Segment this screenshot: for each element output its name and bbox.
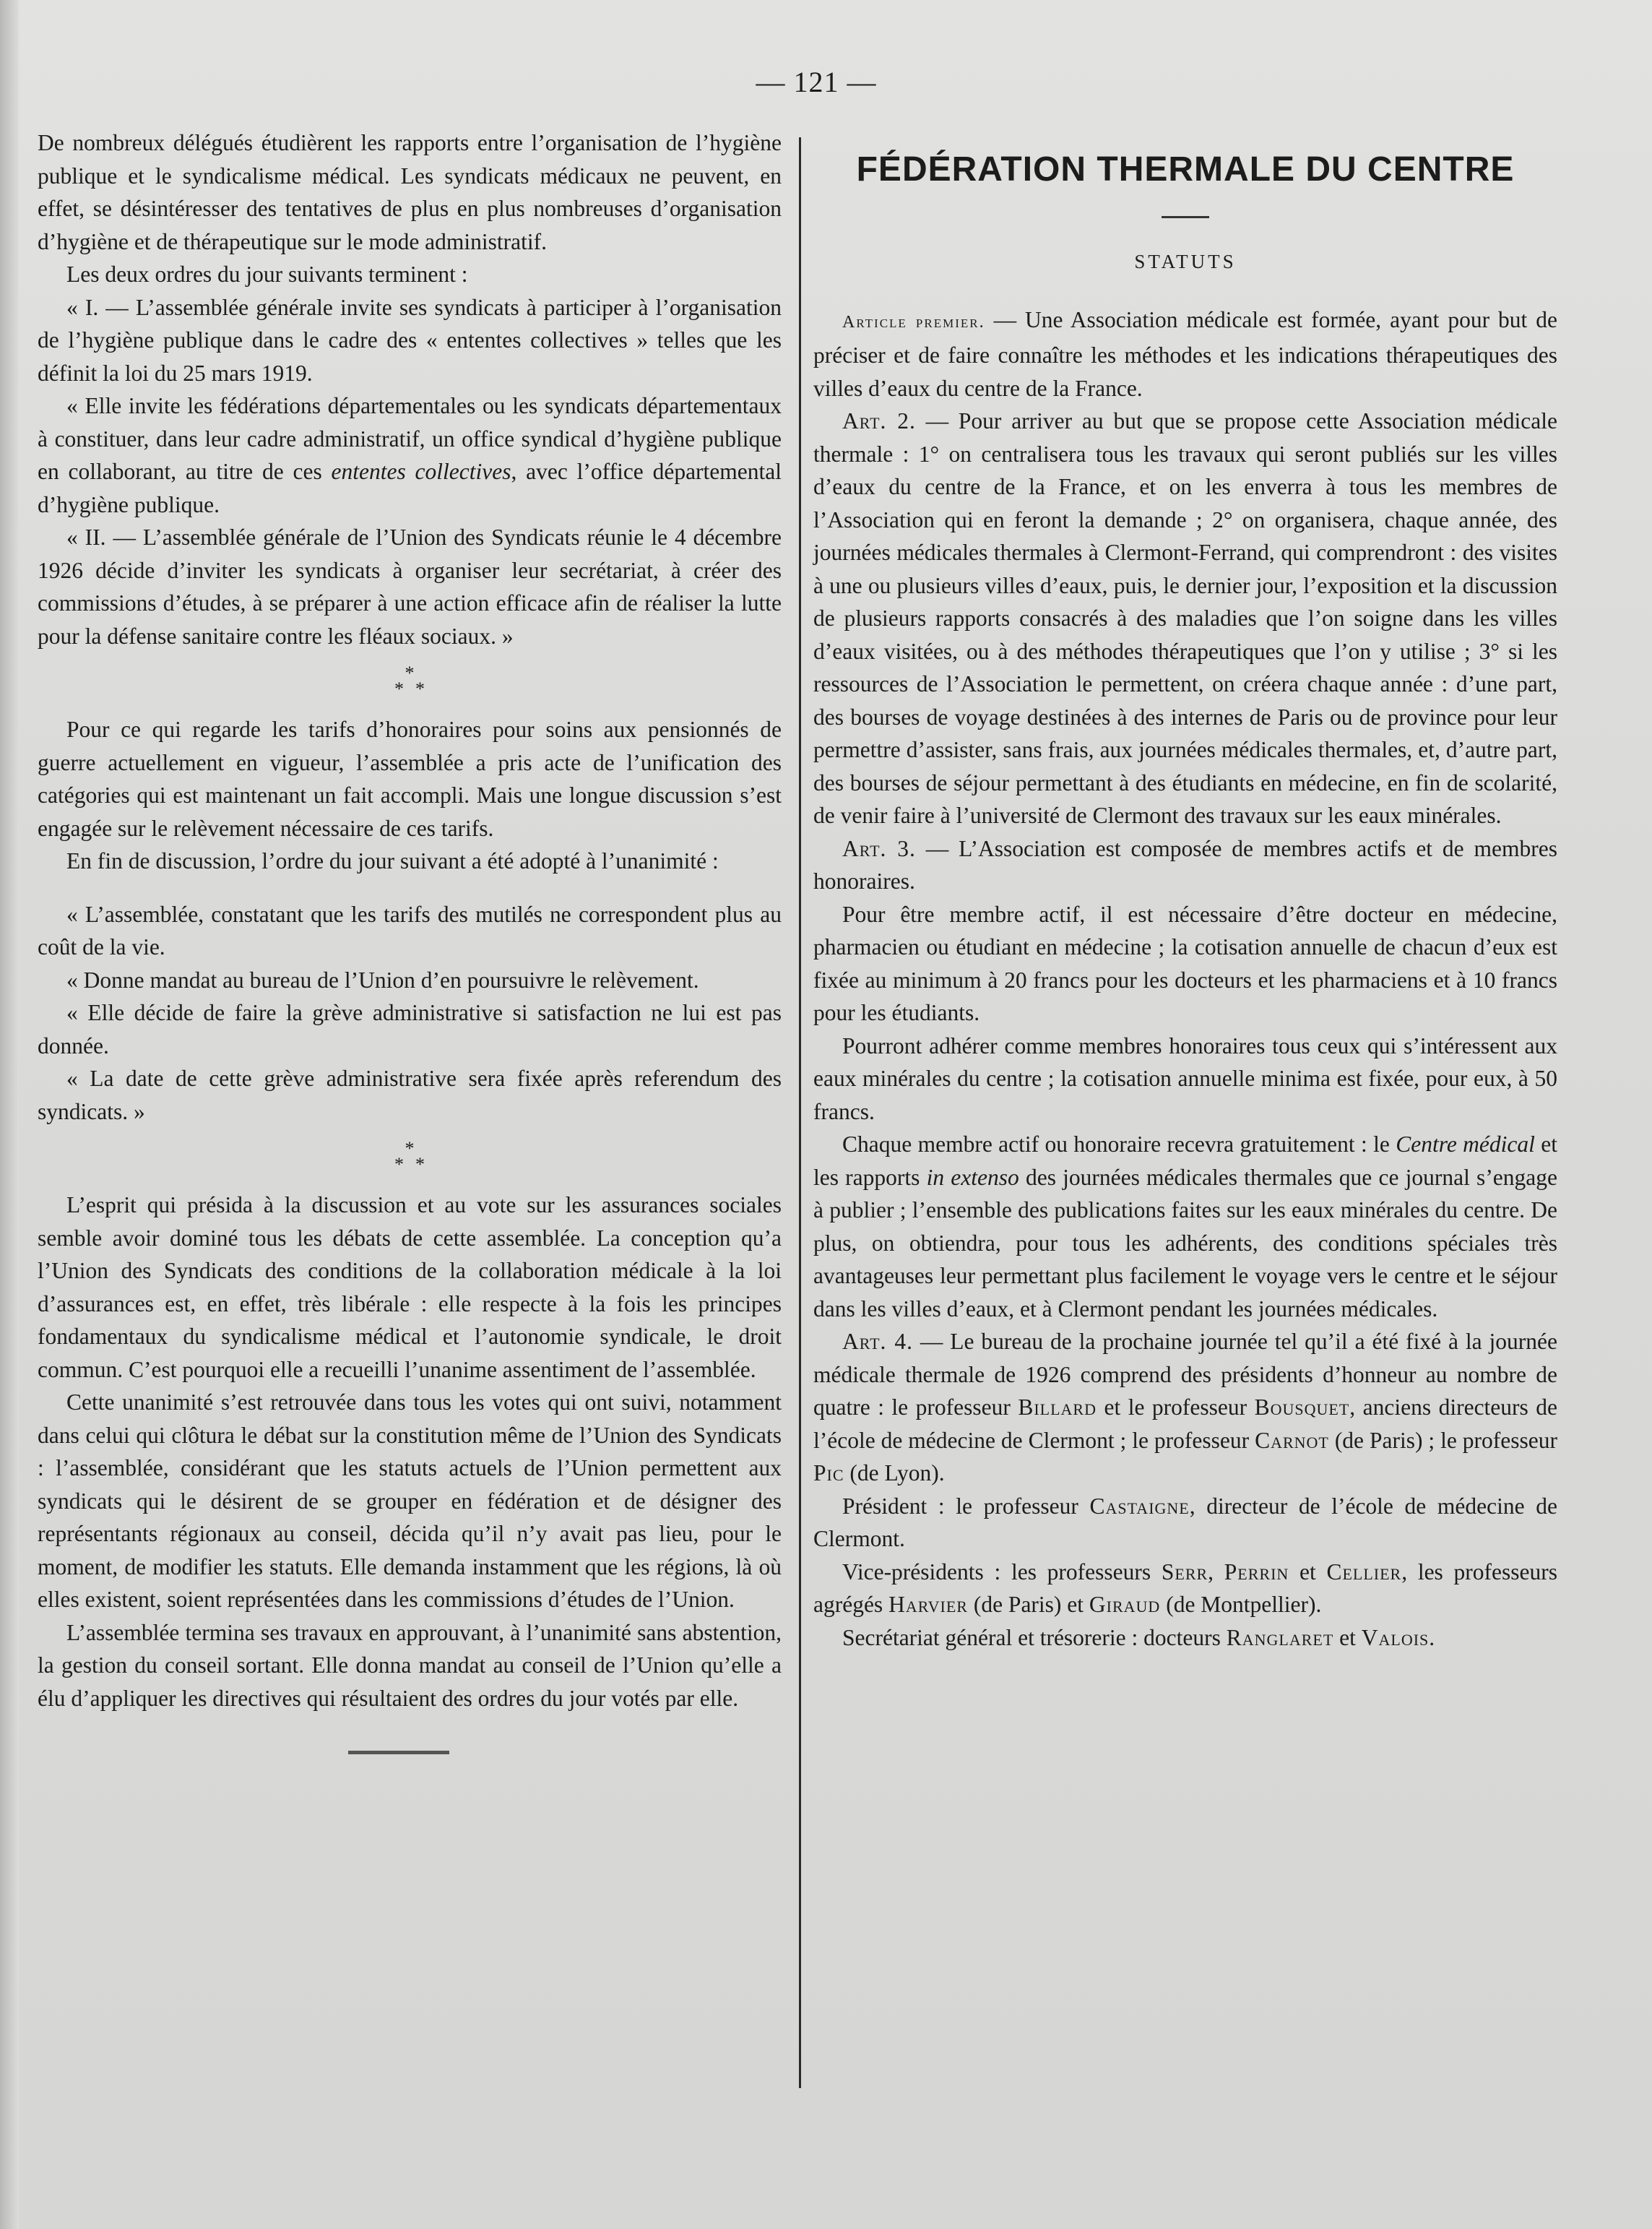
paragraph-secretariat bbox=[813, 1621, 1557, 1655]
asterism-bottom: ** bbox=[394, 1154, 436, 1175]
italic-run: in extenso bbox=[926, 1164, 1019, 1190]
paragraph: « Elle décide de faire la grève administrative si satisfaction ne lui est pas donnée. bbox=[38, 1000, 782, 1059]
asterism-top: * bbox=[405, 1138, 415, 1159]
article-label: Art. 2. bbox=[842, 408, 916, 434]
text-run: (de Montpellier). bbox=[1160, 1592, 1322, 1617]
article-label: Art. 3. bbox=[842, 835, 916, 861]
paragraph: « I. — L’assemblée générale invite ses syndicats à participer à l’organisation de l’hygiène publique dans le cadre des « ententes collectives » telles que les définit la loi du 25 mars 1919. bbox=[38, 294, 782, 386]
paragraph bbox=[38, 389, 782, 521]
section-subtitle: STATUTS bbox=[1134, 251, 1237, 272]
text-run: , anciens directeurs de l’école de médecine de Clermont ; le professeur bbox=[813, 1394, 1557, 1453]
article-text: — L’Association est composée de membres actifs et de membres honoraires. bbox=[813, 835, 1557, 894]
page-number: — 121 — bbox=[756, 66, 877, 98]
italic-run: ententes collectives bbox=[331, 459, 511, 484]
column-divider bbox=[799, 137, 801, 2088]
left-column bbox=[38, 126, 782, 1754]
asterism-separator bbox=[38, 1138, 782, 1175]
text-run: , avec l’office départemental d’hygiène publique. bbox=[38, 459, 782, 517]
asterism-top: * bbox=[405, 663, 415, 684]
asterism-separator bbox=[38, 665, 782, 697]
person-name: Pic bbox=[813, 1460, 844, 1486]
paragraph: Les deux ordres du jour suivants terminent : bbox=[66, 262, 468, 287]
section-title: FÉDÉRATION THERMALE DU CENTRE bbox=[856, 150, 1515, 189]
text-run: , les professeurs agrégés bbox=[813, 1558, 1557, 1617]
person-name: Serr bbox=[1161, 1558, 1208, 1585]
person-name: Giraud bbox=[1089, 1592, 1161, 1617]
person-name: Cellier bbox=[1326, 1558, 1402, 1585]
text-run: Président : le professeur bbox=[842, 1493, 1090, 1519]
paragraph: « L’assemblée, constatant que les tarifs des mutilés ne correspondent plus au coût de la vie. bbox=[38, 901, 782, 960]
paragraph-president bbox=[813, 1490, 1557, 1556]
paragraph: De nombreux délégués étudièrent les rapports entre l’organisation de l’hygiène publique et le syndicalisme médical. Les syndicats médicaux ne peuvent, en effet, se désintéresser des tentatives de plus en plus nombreuses d’organisation d’hygiène et de thérapeutique sur le mode administratif. bbox=[38, 130, 782, 254]
text-run: des journées médicales thermales que ce journal s’engage à publier ; l’ensemble des publications faites sur les eaux minérales du centre. De plus, on obtiendra, pour tous les adhérents, des conditions spéciales très avantageuses leur permettant plus facilement le voyage vers le centre et le séjour dans les villes d’eaux, et à Clermont pendant les journées médicales. bbox=[813, 1164, 1557, 1322]
end-rule bbox=[348, 1751, 449, 1754]
article-2 bbox=[813, 405, 1557, 832]
text-run: Chaque membre actif ou honoraire recevra gratuitement : le bbox=[842, 1131, 1396, 1157]
text-run: , bbox=[1208, 1558, 1224, 1585]
paragraph: Pour être membre actif, il est nécessaire d’être docteur en médecine, pharmacien ou étudiant en médecine ; la cotisation annuelle de chacun d’eux est fixée au minimum à 20 francs pour les docteurs et les pharmaciens et à 10 francs pour les étudiants. bbox=[813, 901, 1557, 1025]
article-text: — Une Association médicale est formée, ayant pour but de préciser et de faire connaître les méthodes et les indications thérapeutiques des villes d’eaux du centre de la France. bbox=[813, 306, 1558, 401]
paragraph: En fin de discussion, l’ordre du jour suivant a été adopté à l’unanimité : bbox=[66, 848, 719, 874]
right-column bbox=[813, 126, 1557, 1654]
paragraph: L’assemblée termina ses travaux en approuvant, à l’unanimité sans abstention, la gestion du conseil sortant. Elle donna mandat au conseil de l’Union qu’elle a élu d’appliquer les directives qui résultaient des ordres du jour votés par elle. bbox=[38, 1619, 782, 1711]
text-run: Secrétariat général et trésorerie : docteurs bbox=[842, 1624, 1227, 1650]
paragraph: « La date de cette grève administrative sera fixée après referendum des syndicats. » bbox=[38, 1066, 782, 1124]
text-run: et le professeur bbox=[1097, 1394, 1255, 1420]
paragraph: Cette unanimité s’est retrouvée dans tous les votes qui ont suivi, notamment dans celui qui clôtura le débat sur la constitution même de l’Union des Syndicats : l’assemblée, considérant que les statuts actuels de l’Union permettent aux syndicats qui le désirent de se grouper en fédération et de désigner des représentants régionaux au conseil, décida qu’il n’y avait pas lieu, pour le moment, de modifier les statuts. Elle demanda instamment que les régions, là où elles existent, soient représentées dans les commissions d’études de l’Union. bbox=[38, 1389, 782, 1612]
person-name: Bousquet bbox=[1254, 1394, 1350, 1420]
page-edge-shadow bbox=[0, 0, 19, 2229]
article-4 bbox=[813, 1325, 1557, 1490]
text-run: (de Paris) ; le professeur bbox=[1328, 1427, 1557, 1453]
person-name: Harvier bbox=[888, 1592, 968, 1617]
person-name: Castaigne bbox=[1089, 1493, 1190, 1519]
person-name: Billard bbox=[1018, 1394, 1097, 1420]
article-label: Article premier. bbox=[842, 312, 985, 332]
article-1 bbox=[813, 303, 1557, 405]
text-run: et les rapports bbox=[813, 1131, 1557, 1190]
person-name: Valois bbox=[1361, 1624, 1430, 1650]
article-text: — Pour arriver au but que se propose cette Association médicale thermale : 1° on centralisera tous les travaux qui seront publiés sur les villes d’eaux du centre de la France, et on les enverra à tous les membres de l’Association qui en feront la demande ; 2° on organisera, chaque année, des journées médicales thermales à Clermont-Ferrand, qui comprendront : des visites à une ou plusieurs villes d’eaux, puis, le dernier jour, l’exposition et la discussion de plusieurs rapports consacrés à des maladies que l’on soigne dans les villes d’eaux visitées, ou à des méthodes thérapeutiques que l’on y utilise ; 3° si les ressources de l’Association le permettent, on créera chaque année : d’une part, des bourses de voyage destinées à des internes de Paris ou de province pour leur permettre d’assister, sans frais, aux journées médicales thermales, et, d’autre part, des bourses de séjour permettant à des étudiants en médecine, en fin de scolarité, de venir faire à l’université de Clermont des travaux sur les eaux minérales. bbox=[813, 408, 1557, 828]
text-run: et bbox=[1289, 1558, 1327, 1585]
text-run: et bbox=[1333, 1624, 1362, 1650]
text-run: (de Paris) et bbox=[967, 1592, 1089, 1617]
article-label: Art. 4. bbox=[842, 1329, 913, 1354]
paragraph: « II. — L’assemblée générale de l’Union des Syndicats réunie le 4 décembre 1926 décide d’inviter les syndicats à organiser leur secrétariat, à créer des commissions d’études, à se préparer à une action efficace afin de réaliser la lutte pour la défense sanitaire contre les fléaux sociaux. » bbox=[38, 525, 782, 649]
article-3 bbox=[813, 832, 1557, 898]
text-run: « Elle invite les fédérations départementales ou les syndicats départementaux à constituer, dans leur cadre administratif, un office syndical d’hygiène publique en collaborant, au titre de ces bbox=[38, 393, 782, 484]
text-run: . bbox=[1429, 1624, 1435, 1650]
person-name: Perrin bbox=[1224, 1558, 1289, 1585]
text-run: , directeur de l’école de médecine de Clermont. bbox=[813, 1493, 1557, 1551]
title-rule bbox=[1162, 216, 1209, 218]
person-name: Carnot bbox=[1255, 1427, 1329, 1453]
paragraph: Pourront adhérer comme membres honoraires tous ceux qui s’intéressent aux eaux minérales du centre ; la cotisation annuelle minima est fixée, pour eux, à 50 francs. bbox=[813, 1032, 1557, 1124]
text-run: (de Lyon). bbox=[844, 1460, 945, 1486]
text-run: — Le bureau de la prochaine journée tel qu’il a été fixé à la journée médicale thermale de 1926 comprend des présidents d’honneur au nombre de quatre : le professeur bbox=[813, 1329, 1557, 1420]
paragraph-vice-presidents bbox=[813, 1556, 1557, 1621]
paragraph: L’esprit qui présida à la discussion et au vote sur les assurances sociales semble avoir dominé tous les débats de cette assemblée. La conception qu’a l’Union des Syndicats des conditions de la collaboration médicale à la loi d’assurances est, en effet, très libérale : elle respecte à la fois les principes fondamentaux du syndicalisme médical et l’autonomie syndicale, le droit commun. C’est pourquoi elle a recueilli l’unanime assentiment de l’assemblée. bbox=[38, 1192, 782, 1382]
person-name: Ranglaret bbox=[1226, 1624, 1334, 1650]
italic-run: Centre médical bbox=[1396, 1131, 1535, 1157]
text-run: Vice-présidents : les professeurs bbox=[842, 1558, 1162, 1585]
paragraph: Pour ce qui regarde les tarifs d’honoraires pour soins aux pensionnés de guerre actuellement en vigueur, l’assemblée a pris acte de l’unification des catégories qui est maintenant un fait accompli. Mais une longue discussion s’est engagée sur le relèvement nécessaire de ces tarifs. bbox=[38, 717, 782, 841]
paragraph: « Donne mandat au bureau de l’Union d’en poursuivre le relèvement. bbox=[66, 967, 699, 993]
asterism-bottom: ** bbox=[394, 678, 436, 699]
paragraph bbox=[813, 1128, 1557, 1325]
